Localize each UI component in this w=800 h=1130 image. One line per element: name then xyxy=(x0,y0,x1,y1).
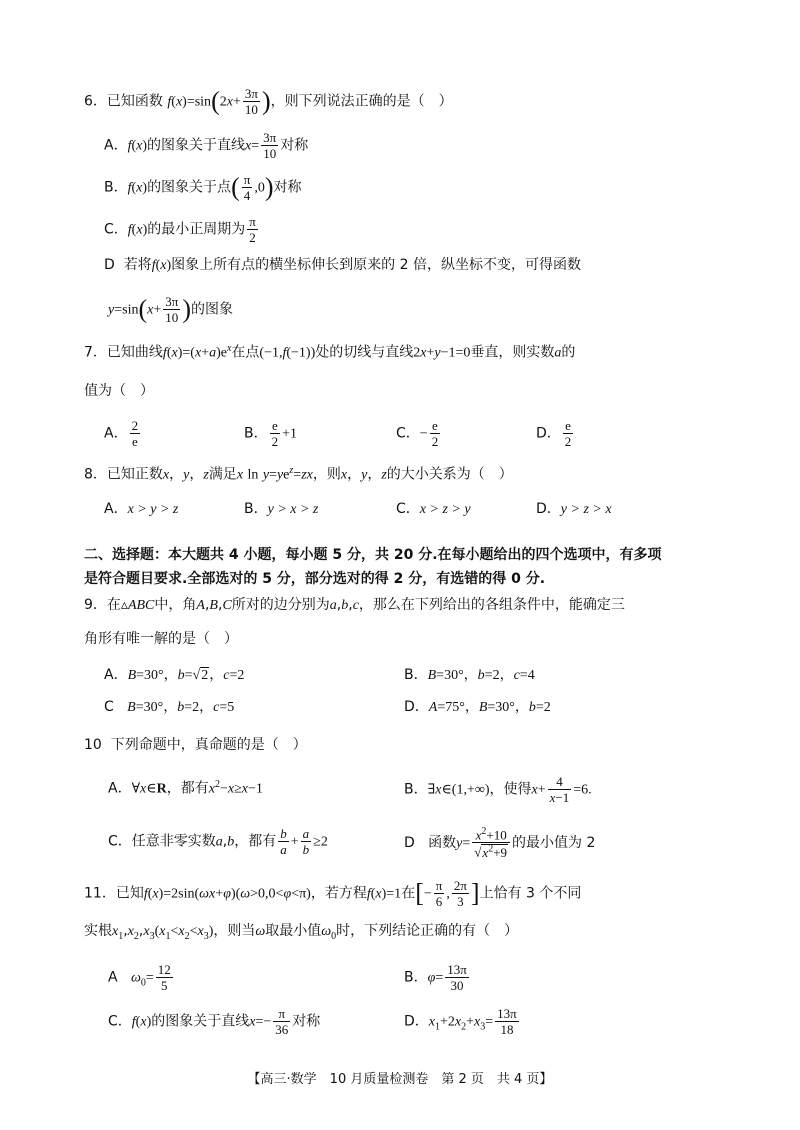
q11-opt-c-text2: 对称 xyxy=(292,1013,321,1030)
page-footer: 【高三·数学 10 月质量检测卷 第 2 页 共 4 页】 xyxy=(247,1072,553,1087)
q10-opt-d-label: D xyxy=(404,834,415,851)
section2-line1: 二、选择题：本大题共 4 小题，每小题 5 分，共 20 分.在每小题给出的四个选项中，有多项 xyxy=(84,547,662,563)
q10-option-c: C．任意非零实数a,b，都有 $\frac{b}{a}$ + $\frac{a}{b}$ ≥2 xyxy=(108,826,328,857)
q6-option-b: B．f(x)的图象关于点( $\frac{\pi}{4}$ ,0)对称 xyxy=(104,172,302,203)
q6-option-c: C．f(x)的最小正周期为 $\frac{\pi}{2}$ xyxy=(104,214,256,245)
q9-opt-b-label: B． xyxy=(404,667,428,683)
q9-opt-c-label: C xyxy=(104,699,114,715)
q11-stem-line2d: 时，下列结论正确的有（ ） xyxy=(336,923,519,939)
q11-stem: 11．已知f(x)=2sin(ωx+φ)(ω>0,0<φ<π)，若方程f(x)=1在[− $\frac{\pi}{6}$ , $\frac{2\pi}{3}$ ]上恰有 3 个不同 xyxy=(84,878,582,909)
q9-option-b: B．B=30°，b=2，c=4 xyxy=(404,667,535,683)
q11-stem-line2b: ，则当 xyxy=(213,923,256,939)
q7-option-d: D． $\frac{e}{2}$ xyxy=(536,418,572,449)
q8-number: 8． xyxy=(84,466,107,483)
q11-option-b: B．φ= $\frac{13\pi}{30}$ xyxy=(404,962,467,993)
q10-opt-c-text1: 任意非零实数 xyxy=(131,833,216,850)
q9-stem-c: 所对的边分别为 xyxy=(231,597,330,613)
q11-stem-c: 在 xyxy=(401,885,416,902)
q11-option-c: C．f(x)的图象关于直线x=− $\frac{\pi}{36}$ 对称 xyxy=(108,1006,321,1037)
q10-opt-d-text1: 函数 xyxy=(428,834,457,851)
q9-option-d: D．A=75°，B=30°，b=2 xyxy=(404,699,551,715)
q6-formula: f xyxy=(167,94,172,110)
q11-opt-a-label: A xyxy=(108,969,118,986)
q6-opt-a-label: A． xyxy=(104,137,128,154)
q11-option-a: A $\omega_0=$ $\frac{12}{5}$ xyxy=(108,962,171,993)
q10-opt-b-label: B． xyxy=(404,781,428,798)
q10-option-a: A．∀x∈R，都有$x^2-x\ge x-1$ xyxy=(108,779,263,797)
q7-stem-line2: 值为（ ） xyxy=(84,383,154,399)
q9-stem: 9．在▵ABC中，角A,B,C所对的边分别为a,b,c，那么在下列给出的各组条件中，能确定三 xyxy=(84,597,625,613)
q11-opt-c-label: C． xyxy=(108,1013,132,1030)
q10-opt-d-text2: 的最小值为 2 xyxy=(512,834,596,851)
q10-opt-a-label: A． xyxy=(108,780,132,797)
q9-opt-d-label: D． xyxy=(404,699,429,715)
section2-line2: 是符合题目要求.全部选对的 5 分，部分选对的得 2 分，有选错的得 0 分. xyxy=(84,571,546,587)
q6-opt-d-text3: 的图象 xyxy=(191,301,233,318)
q11-opt-d-label: D． xyxy=(404,1013,429,1030)
q8-opt-c-label: C． xyxy=(396,501,420,517)
q10-option-d: D 函数y= $\frac{x^2+10}{√x^2+9}$ 的最小值为 2 xyxy=(404,826,596,860)
q6-opt-b-label: B． xyxy=(104,179,128,196)
q6-opt-d-text1: 若将 xyxy=(123,257,152,273)
q8-opt-d-label: D． xyxy=(536,501,561,517)
q11-opt-b-label: B． xyxy=(404,969,428,986)
q6-option-a: A．f(x)的图象关于直线x= $\frac{3\pi}{10}$ 对称 xyxy=(104,130,309,161)
q8-option-a: A．x > y > z xyxy=(104,501,179,517)
q8-opt-a-label: A． xyxy=(104,501,128,517)
q10-number: 10 xyxy=(84,737,102,753)
q7-option-c: C．− $\frac{e}{2}$ xyxy=(396,418,439,449)
q11-number: 11． xyxy=(84,885,116,902)
q10-stem-text: 下列命题中，真命题的是（ ） xyxy=(110,737,307,753)
q7-opt-b-label: B． xyxy=(244,425,268,442)
q8-stem: 8．已知正数x，y，z满足x $\ln y=ye^z=zx$，则x，y，z的大小关系为（ ） xyxy=(84,465,513,483)
q7-opt-d-label: D． xyxy=(536,425,561,442)
q11-stem-line2a: 实根 xyxy=(84,923,112,939)
q7-option-a: A． $\frac{2}{e}$ xyxy=(104,418,139,449)
q6-option-d: D 若将f(x)图象上所有点的横坐标伸长到原来的 2 倍，纵坐标不变，可得函数 xyxy=(104,257,581,273)
q11-opt-c-text1: 的图象关于直线 xyxy=(151,1013,250,1030)
q7-stem-c: 处的切线与直线 xyxy=(315,344,414,361)
q9-number: 9． xyxy=(84,597,107,613)
q7-stem-a: 已知曲线 xyxy=(106,344,163,361)
q8-opt-b-label: B． xyxy=(244,501,268,517)
q6-stem-b: ，则下列说法正确的是（ ） xyxy=(270,93,453,110)
q6-opt-a-text1: 的图象关于直线 xyxy=(147,137,246,154)
q6-number: 6． xyxy=(84,93,107,110)
q7-stem: 7．已知曲线$f(x)=(x+a)e^x$在点(−1,f(−1))处的切线与直线2x+y−1=0垂直，则实数a的 xyxy=(84,343,576,361)
q6-opt-b-text1: 的图象关于点 xyxy=(147,179,232,196)
q6-opt-d-label: D xyxy=(104,257,115,273)
q11-stem-line2c: 取最小值 xyxy=(265,923,322,939)
q6-opt-a-text2: 对称 xyxy=(280,137,309,154)
q8-stem-b: 满足 xyxy=(208,466,237,483)
q8-option-b: B．y > x > z xyxy=(244,501,319,517)
q6-opt-c-label: C． xyxy=(104,221,128,238)
q9-option-a: A．B=30°，b=√2，c=2 xyxy=(104,667,245,683)
q9-option-c: C B=30°，b=2，c=5 xyxy=(104,699,235,715)
q9-stem-line2: 角形有唯一解的是（ ） xyxy=(84,631,238,647)
q7-stem-b: 在点 xyxy=(231,344,260,361)
q11-stem-line2: 实根$x_1,x_2,x_3(x_1<x_2<x_3)$，则当ω取最小值$\omega_0$时，下列结论正确的有（ ） xyxy=(84,923,519,942)
q7-opt-a-label: A． xyxy=(104,425,128,442)
q7-number: 7． xyxy=(84,344,107,361)
q8-stem-d: 的大小关系为（ ） xyxy=(386,466,513,483)
q6-option-d-cont: y=sin(x+ $\frac{3\pi}{10}$ )的图象 xyxy=(108,294,233,325)
q6-stem-a: 已知函数 xyxy=(106,93,163,110)
q10-opt-c-text2: ，都有 xyxy=(234,833,277,850)
q9-stem-a: 在 xyxy=(106,597,121,613)
q6-stem: 6．已知函数 f(x)=sin(2x+ $\frac{3\pi}{10}$ )，则下列说法正确的是（ ） xyxy=(84,86,453,117)
q8-stem-a: 已知正数 xyxy=(106,466,163,483)
q7-stem-d: 垂直，则实数 xyxy=(470,344,555,361)
q9-opt-a-label: A． xyxy=(104,667,128,683)
q7-option-b: B． $\frac{e}{2}$ +1 xyxy=(244,418,298,449)
q10-opt-c-label: C． xyxy=(108,833,132,850)
q9-stem-b: 中，角 xyxy=(154,597,197,613)
q6-opt-c-text1: 的最小正周期为 xyxy=(147,221,246,238)
q6-opt-b-text2: 对称 xyxy=(273,179,302,196)
q8-stem-c: ，则 xyxy=(312,466,341,483)
q10-option-b: B．∃x∈(1,+∞)，使得x+ $\frac{4}{x-1}$ =6. xyxy=(404,774,592,805)
q9-stem-d: ，那么在下列给出的各组条件中，能确定三 xyxy=(358,597,625,613)
q10-opt-a-text: ，都有 xyxy=(166,780,209,797)
q11-stem-b: ，若方程 xyxy=(310,885,367,902)
q8-option-d: D．y > z > x xyxy=(536,501,612,517)
q11-stem-d: 上恰有 3 个不同 xyxy=(479,885,582,902)
q10-stem xyxy=(84,734,307,756)
q10-opt-b-text: ，使得 xyxy=(489,781,532,798)
q11-option-d: D．$x_1+2x_2+x_3=$ $\frac{13\pi}{18}$ xyxy=(404,1006,517,1037)
q7-stem-e: 的 xyxy=(561,344,576,361)
q7-opt-c-label: C． xyxy=(396,425,420,442)
q8-option-c: C．x > z > y xyxy=(396,501,471,517)
q11-stem-a: 已知 xyxy=(115,885,144,902)
q6-opt-d-text2: 图象上所有点的横坐标伸长到原来的 2 倍，纵坐标不变，可得函数 xyxy=(171,257,581,273)
